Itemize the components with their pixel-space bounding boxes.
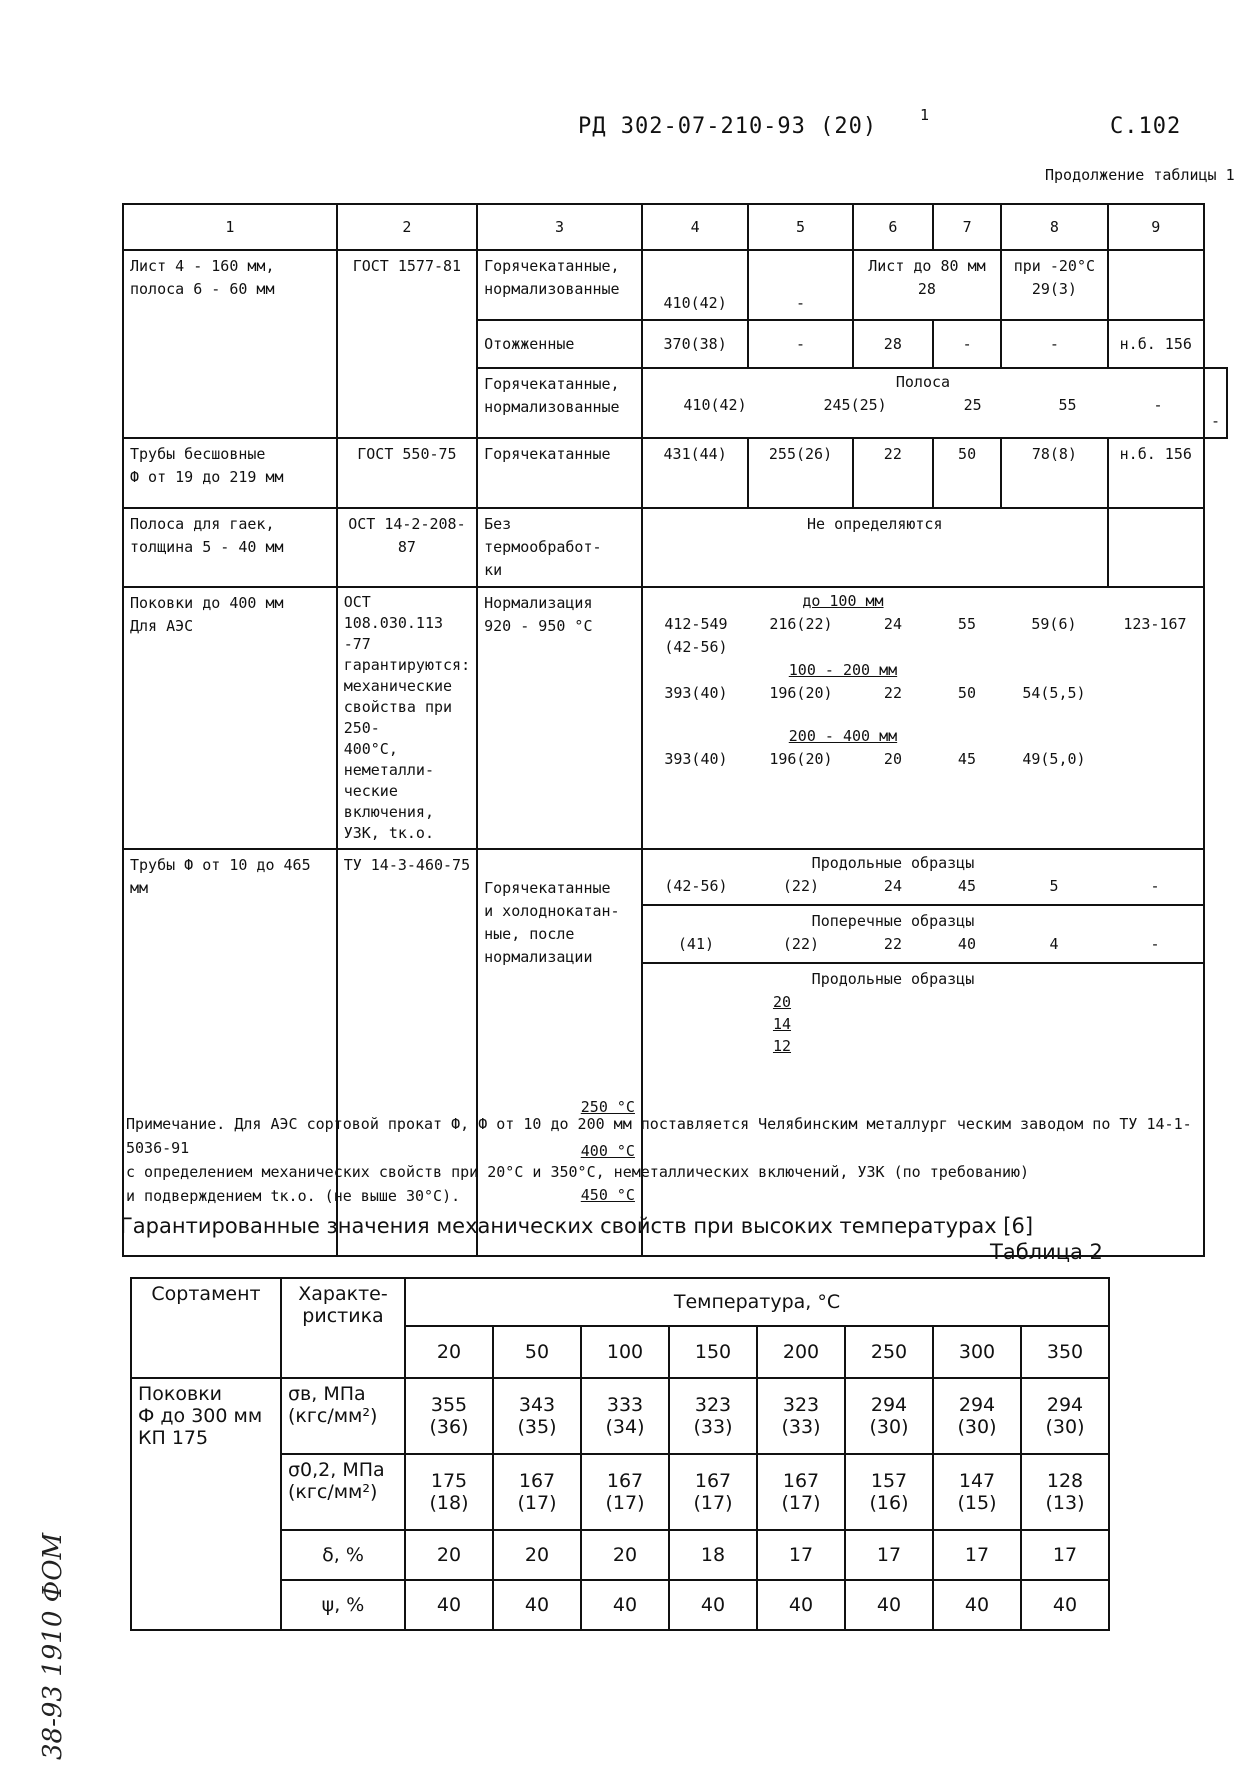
temp-header: 50 (493, 1326, 581, 1378)
cell-value: 54(5,5) (1022, 684, 1086, 702)
cell-value: 333 (34) (581, 1378, 669, 1454)
cell-value: н.б. 156 (1108, 320, 1204, 368)
cell-value: 40 (957, 935, 976, 953)
temp-values (773, 991, 1203, 1057)
revision-mark: 1 (920, 106, 930, 124)
cell-value: 167 (17) (581, 1454, 669, 1530)
cell-value: 78(8) (1001, 438, 1107, 508)
cell-value: 123-167 (1123, 615, 1187, 633)
sub-values (643, 933, 1203, 956)
cell-value: - (748, 250, 852, 320)
header-sortament: Сортамент (131, 1278, 281, 1378)
size-label: до 100 мм (802, 592, 884, 610)
cell-product: Полоса для гаек, толщина 5 - 40 мм (123, 508, 337, 587)
cell-value: 431(44) (642, 438, 748, 508)
cell-condition: Нормализация 920 - 950 °С (477, 587, 642, 849)
cell-product: Поковки до 400 мм Для АЭС (123, 587, 337, 849)
cell-value: 167 (17) (493, 1454, 581, 1530)
col-header: 8 (1001, 204, 1107, 250)
cell-value: 294 (30) (933, 1378, 1021, 1454)
cell-standard: ОСТ 14-2-208-87 (337, 508, 477, 587)
cell-span-group (853, 250, 1002, 320)
header-row (131, 1278, 1109, 1326)
specimen-label: Продольные образцы (811, 854, 975, 872)
cell-product: Лист 4 - 160 мм, полоса 6 - 60 мм (123, 250, 337, 438)
cell-value: 255(26) (748, 438, 852, 508)
cell-condition: Горячекатанные (477, 438, 642, 508)
cell-value: 17 (1021, 1530, 1109, 1580)
specimen-label: Поперечные образцы (811, 912, 975, 930)
cell-value: 175 (18) (405, 1454, 493, 1530)
condition-text: Горячекатанные и холоднокатан- ные, после нормализации (484, 879, 620, 966)
temp-header: 350 (1021, 1326, 1109, 1378)
cell-value: 22 (883, 935, 902, 953)
cell-value: 12 (772, 1037, 792, 1055)
cell-value: 323 (33) (757, 1378, 845, 1454)
cell-value: 17 (757, 1530, 845, 1580)
table-2 (130, 1277, 1110, 1631)
cell-condition: Без термообработ- ки (477, 508, 642, 587)
header-temperature: Температура, °С (405, 1278, 1109, 1326)
cell-value: 40 (581, 1580, 669, 1630)
cell-value: 28 (853, 320, 933, 368)
continuation-label: Продолжение таблицы 1 (1045, 166, 1235, 184)
cell-value: 245(25) (823, 396, 887, 414)
cell-standard: ОСТ 108.030.113 -77 гарантируются: механические свойства при 250- 400°С, неметалли- ческие включения, УЗК, tк.о. (337, 587, 477, 849)
cell-standard: ГОСТ 550-75 (337, 438, 477, 508)
cell-value: 370(38) (642, 320, 748, 368)
cell-value: 28 (917, 280, 936, 298)
cell-value: (22) (782, 877, 820, 895)
cell-value: - (748, 320, 852, 368)
cell-value: 196(20) (769, 750, 833, 768)
temp-header: 20 (405, 1326, 493, 1378)
cell-value: 18 (669, 1530, 757, 1580)
cell-value: - (1204, 368, 1227, 438)
cell-condition: Горячекатанные, нормализованные (477, 368, 642, 438)
cell-value: 20 (493, 1530, 581, 1580)
cell-value: 40 (845, 1580, 933, 1630)
span-label: Полоса (895, 373, 951, 391)
cell-value: 29(3) (1031, 280, 1077, 298)
cell-value: 40 (933, 1580, 1021, 1630)
cell-value (1107, 682, 1203, 705)
cell-sub-group (642, 587, 1204, 849)
cell-value: 24 (883, 877, 902, 895)
cell-value: 410(42) (683, 396, 747, 414)
cell-value: 22 (883, 684, 902, 702)
sub-values (643, 682, 1203, 705)
cell-value: 5 (1049, 877, 1059, 895)
header-row (123, 204, 1227, 250)
table-2-caption: Гарантированные значения механических свойств при высоких температурах [6] (120, 1214, 1034, 1238)
cell-value: 167 (17) (757, 1454, 845, 1530)
cell-value: 40 (669, 1580, 757, 1630)
temp-header: 150 (669, 1326, 757, 1378)
table-row (123, 587, 1227, 849)
cell-value: 49(5,0) (1022, 750, 1086, 768)
temp-label: 450 °С (580, 1186, 635, 1204)
cell-characteristic: σв, МПа (кгс/мм²) (281, 1378, 405, 1454)
cell-value: (41) (677, 935, 715, 953)
cell-value: 40 (1021, 1580, 1109, 1630)
sub-values (643, 748, 1203, 771)
cell-value: - (933, 320, 1001, 368)
cell-value: 25 (963, 396, 982, 414)
cell-condition: Горячекатанные, нормализованные (477, 250, 642, 320)
cell-value: 343 (35) (493, 1378, 581, 1454)
sub-values (643, 613, 1203, 659)
cell-value: 50 (933, 438, 1001, 508)
page-number: С.102 (1110, 114, 1182, 139)
cell-value: 167 (17) (669, 1454, 757, 1530)
cell-value: 45 (957, 877, 976, 895)
header-characteristic: Характе- ристика (281, 1278, 405, 1378)
temp-note: при -20°С (1013, 257, 1096, 275)
cell-product: Трубы Ф от 10 до 465 мм (123, 849, 337, 1256)
cell-value: 55 (1058, 396, 1077, 414)
col-header: 2 (337, 204, 477, 250)
cell-value: (22) (782, 935, 820, 953)
table-row (123, 438, 1227, 508)
cell-value: 294 (30) (845, 1378, 933, 1454)
cell-value: 40 (405, 1580, 493, 1630)
span-label: Лист до 80 мм (868, 257, 986, 275)
col-header: 9 (1108, 204, 1204, 250)
size-label: 100 - 200 мм (788, 661, 898, 679)
handwritten-margin-note: 38-93 1910 ФОМ (38, 1532, 68, 1760)
cell-value: 4 (1049, 935, 1059, 953)
cell-span-group (642, 368, 1204, 438)
cell-value: 20 (405, 1530, 493, 1580)
cell-value: 55 (957, 615, 976, 633)
cell-value: н.б. 156 (1108, 438, 1204, 508)
cell-value: 128 (13) (1021, 1454, 1109, 1530)
temp-label: 400 °С (580, 1142, 635, 1160)
cell-value: 20 (883, 750, 902, 768)
cell-value (1107, 748, 1203, 771)
col-header: 7 (933, 204, 1001, 250)
cell-value: 17 (933, 1530, 1021, 1580)
specimen-label: Продольные образцы (811, 970, 975, 988)
cell-value: 14 (772, 1015, 792, 1033)
cell-value: 196(20) (769, 684, 833, 702)
table-row (123, 508, 1227, 587)
cell-value: 22 (853, 438, 933, 508)
cell-standard: ТУ 14-3-460-75 (337, 849, 477, 1256)
temp-header: 200 (757, 1326, 845, 1378)
cell-value: 20 (581, 1530, 669, 1580)
cell-value: 59(6) (1031, 615, 1077, 633)
cell-value: - (1150, 877, 1160, 895)
temp-header: 250 (845, 1326, 933, 1378)
cell-value (1108, 508, 1204, 587)
cell-value (1108, 250, 1204, 320)
cell-value: 50 (957, 684, 976, 702)
cell-value: 157 (16) (845, 1454, 933, 1530)
col-header: 4 (642, 204, 748, 250)
span-values (645, 394, 1201, 417)
cell-value: 147 (15) (933, 1454, 1021, 1530)
table-row (123, 250, 1227, 320)
cell-product: Трубы бесшовные Ф от 19 до 219 мм (123, 438, 337, 508)
cell-standard: ГОСТ 1577-81 (337, 250, 477, 438)
cell-value: 216(22) (769, 615, 833, 633)
cell-condition: Отожженные (477, 320, 642, 368)
cell-characteristic: δ, % (281, 1530, 405, 1580)
temp-label: 250 °С (580, 1098, 635, 1116)
cell-span-group: Не определяются (642, 508, 1108, 587)
cell-value: 323 (33) (669, 1378, 757, 1454)
table-1 (122, 203, 1228, 1257)
temp-header: 300 (933, 1326, 1021, 1378)
cell-value: 410(42) (642, 250, 748, 320)
sub-values (643, 875, 1203, 898)
temp-header: 100 (581, 1326, 669, 1378)
cell-value: 355 (36) (405, 1378, 493, 1454)
cell-characteristic: ψ, % (281, 1580, 405, 1630)
cell-value: 393(40) (664, 750, 728, 768)
cell-value: 20 (772, 993, 792, 1011)
col-header: 1 (123, 204, 337, 250)
cell-value: 24 (883, 615, 902, 633)
cell-value: - (1150, 935, 1160, 953)
cell-value: - (1001, 320, 1107, 368)
cell-sortament: Поковки Ф до 300 мм КП 175 (131, 1378, 281, 1630)
cell-value: - (1153, 396, 1163, 414)
cell-value: 393(40) (664, 684, 728, 702)
cell-value: 40 (493, 1580, 581, 1630)
cell-value: 412-549 (42-56) (664, 615, 728, 656)
col-header: 3 (477, 204, 642, 250)
cell-value: 40 (757, 1580, 845, 1630)
cell-value: 45 (957, 750, 976, 768)
cell-characteristic: σ0,2, МПа (кгс/мм²) (281, 1454, 405, 1530)
table-1-note: Примечание. Для АЭС сортовой прокат Ф, Ф от 10 до 200 мм поставляется Челябинским металлург ческим заводом по ТУ 14-1-5036-91 с определением механических свойств при 20°С и 350°С, неметаллических включений, УЗК (по требованию) и подверждением tк.о. (не выше 30°С). (126, 1115, 1192, 1205)
table-row (131, 1378, 1109, 1454)
size-label: 200 - 400 мм (788, 727, 898, 745)
doc-code: РД 302-07-210-93 (20) (578, 114, 878, 139)
cell-value: 294 (30) (1021, 1378, 1109, 1454)
table-2-label: Таблица 2 (990, 1240, 1103, 1264)
cell-value: 17 (845, 1530, 933, 1580)
cell-value: (42-56) (664, 877, 728, 895)
cell-value (1001, 250, 1107, 320)
col-header: 5 (748, 204, 852, 250)
col-header: 6 (853, 204, 933, 250)
